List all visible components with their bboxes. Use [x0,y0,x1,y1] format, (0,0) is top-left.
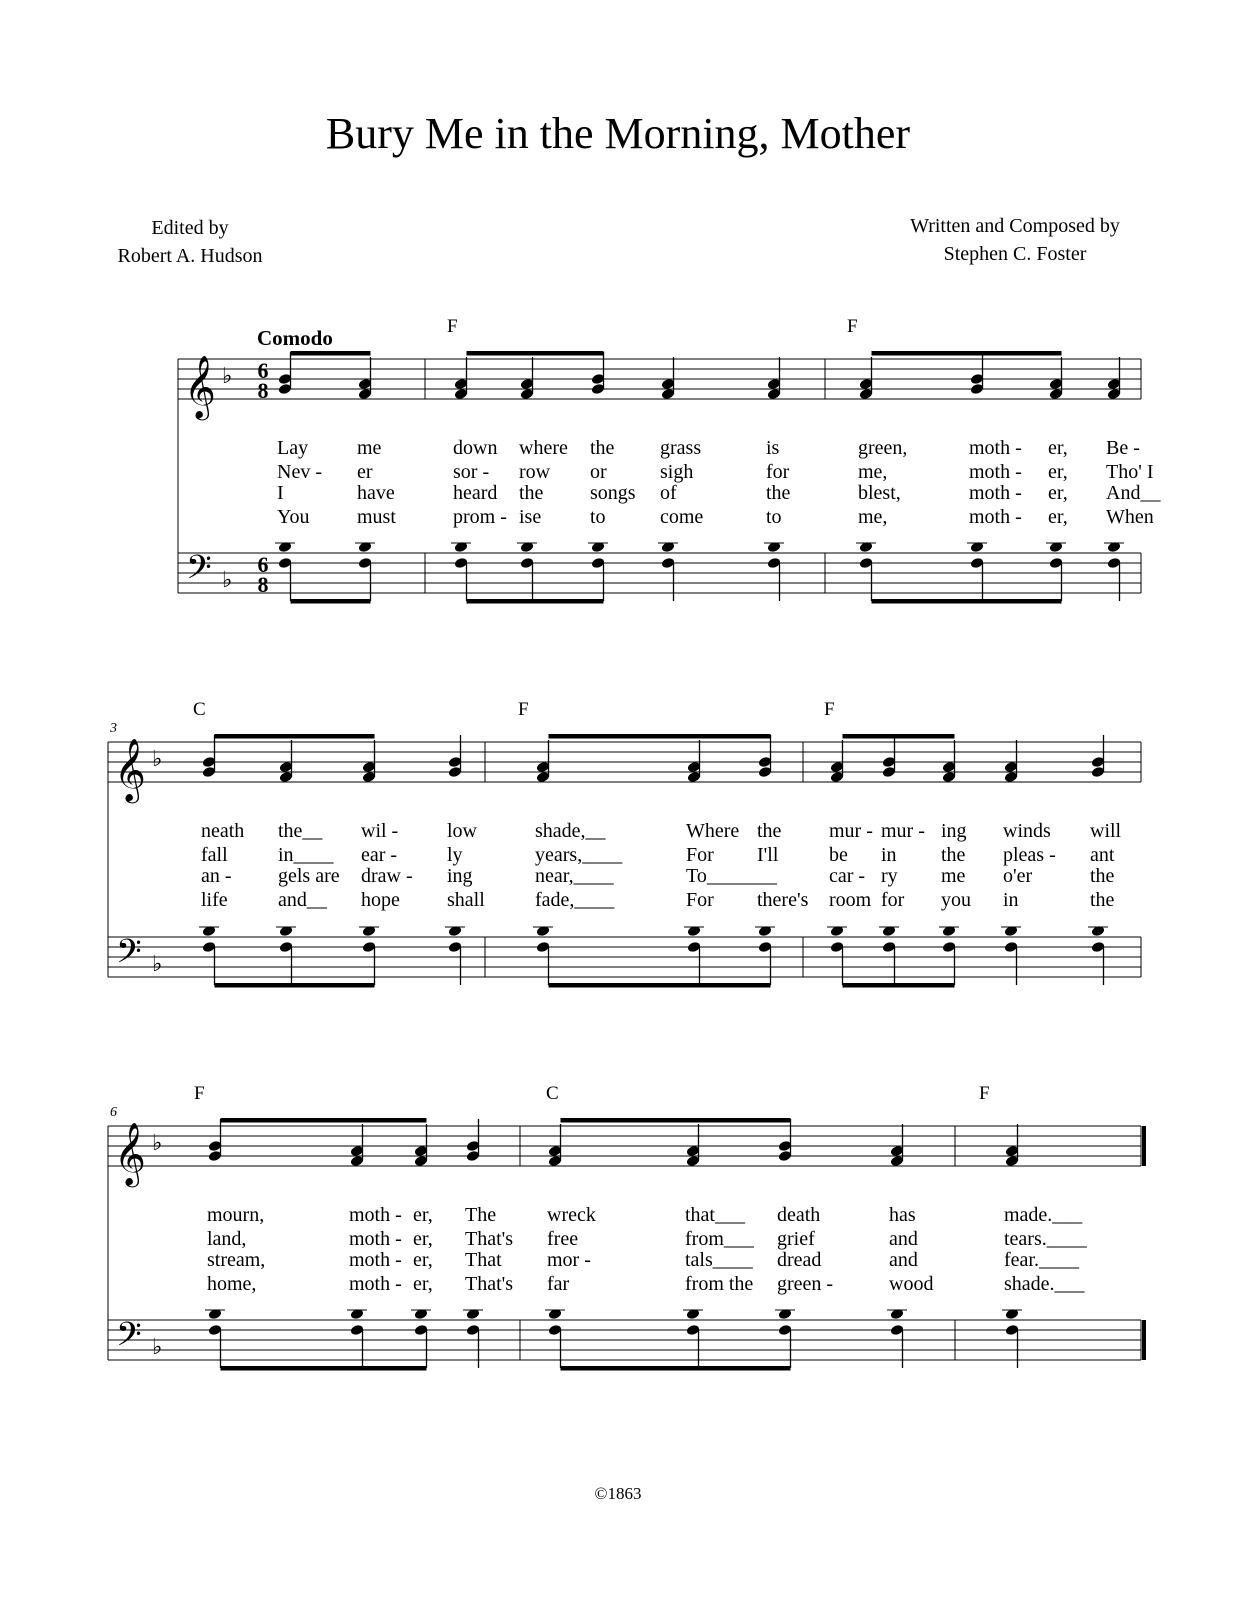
lyric-syllable: wreck [547,1204,596,1226]
copyright-notice: ©1863 [594,1484,642,1503]
bass-clef-icon: 𝄢 [116,1316,142,1361]
lyric-syllable: stream, [207,1249,266,1271]
lyric-syllable: years,____ [535,844,623,866]
lyric-syllable: shade.___ [1004,1273,1085,1295]
lyric-syllable: sor - [453,461,490,483]
lyric-syllable: That's [465,1228,514,1250]
flat-icon: ♭ [222,363,233,388]
lyric-syllable: draw - [361,865,413,887]
lyric-syllable: I'll [757,844,779,866]
lyric-syllable: When [1106,506,1154,528]
measure-number: 6 [110,1105,117,1120]
lyric-syllable: moth - [349,1273,402,1295]
time-signature-bottom: 8 [257,572,269,597]
note-beam [843,983,955,988]
lyric-syllable: Where [686,820,740,842]
lyric-syllable: be [829,844,848,866]
lyric-syllable: I [277,482,284,504]
chord-symbol: F [824,699,835,720]
lyric-syllable: ly [447,844,463,866]
lyric-syllable: and [889,1249,918,1271]
lyric-syllable: have [357,482,395,504]
lyric-syllable: far [547,1273,570,1295]
lyric-syllable: fall [201,844,228,866]
lyric-syllable: low [447,820,477,842]
lyric-syllable: That's [465,1273,514,1295]
bass-clef-icon: 𝄢 [116,933,142,978]
lyric-syllable: the [519,482,544,504]
lyric-syllable: shade,__ [535,820,606,842]
lyric-syllable: in [881,844,897,866]
lyric-syllable: shall [447,889,485,911]
note-beam [872,351,1062,356]
lyric-syllable: mourn, [207,1204,265,1226]
lyric-syllable: car - [829,865,866,887]
flat-icon: ♭ [152,746,163,771]
lyric-syllable: made.___ [1004,1204,1083,1226]
flat-icon: ♭ [152,1334,163,1359]
lyric-syllable: the [1090,889,1115,911]
lyric-syllable: wil - [361,820,399,842]
lyric-syllable: moth - [969,506,1022,528]
lyric-syllable: from the [685,1273,754,1295]
lyric-syllable: room [829,889,872,911]
time-signature-bottom: 8 [257,378,269,403]
lyric-syllable: ry [881,865,898,887]
lyric-syllable: pleas - [1003,844,1056,866]
lyric-syllable: er, [1048,461,1068,483]
note-beam [549,983,771,988]
lyric-syllable: moth - [969,461,1022,483]
lyric-syllable: er, [1048,437,1068,459]
lyric-syllable: for [766,461,790,483]
chord-symbol: F [847,316,858,337]
lyric-syllable: tears.____ [1004,1228,1087,1250]
lyric-syllable: mur - [829,820,873,842]
treble-clef-icon: 𝄞 [114,740,146,800]
lyric-syllable: in____ [278,844,334,866]
note-beam [549,734,771,739]
bass-clef-icon: 𝄢 [186,549,212,594]
measure-number: 3 [110,721,117,736]
lyric-syllable: For [686,889,714,911]
note-beam [872,599,1062,604]
lyric-syllable: has [889,1204,916,1226]
editor-label: Edited by [151,217,229,239]
lyric-syllable: winds [1003,820,1051,842]
tempo-marking: Comodo [257,326,333,350]
treble-clef-icon: 𝄞 [114,1124,146,1184]
composer-name: Stephen C. Foster [943,243,1087,265]
lyric-syllable: ing [447,865,473,887]
page-title: Bury Me in the Morning, Mother [325,109,911,158]
chord-symbol: F [447,316,458,337]
lyric-syllable: hope [361,889,400,911]
lyric-syllable: And__ [1106,482,1161,504]
time-signature-top: 6 [257,358,269,383]
treble-clef-icon: 𝄞 [184,357,216,417]
chord-symbol: F [979,1083,990,1104]
lyric-syllable: will [1090,820,1122,842]
lyric-syllable: me [941,865,966,887]
lyric-syllable: the [757,820,782,842]
lyric-syllable: o'er [1003,865,1033,887]
lyric-syllable: The [465,1204,497,1226]
lyric-syllable: there's [757,889,809,911]
lyric-syllable: moth - [969,437,1022,459]
lyric-syllable: heard [453,482,498,504]
lyric-syllable: me [357,437,382,459]
lyric-syllable: moth - [969,482,1022,504]
lyric-syllable: the [1090,865,1115,887]
lyric-syllable: er, [413,1273,433,1295]
note-beam [561,1366,791,1371]
lyric-syllable: ise [519,506,542,528]
lyric-syllable: land, [207,1228,247,1250]
lyric-syllable: er [357,461,373,483]
lyric-syllable: That [465,1249,502,1271]
lyric-syllable: er, [413,1204,433,1226]
lyric-syllable: To_______ [686,865,777,887]
lyric-syllable: neath [201,820,245,842]
lyric-syllable: me, [858,461,888,483]
note-beam [291,351,371,356]
lyric-syllable: ant [1090,844,1115,866]
lyric-syllable: for [881,889,905,911]
lyric-syllable: tals____ [685,1249,753,1271]
editor-name: Robert A. Hudson [117,245,263,267]
lyric-syllable: death [777,1204,821,1226]
lyric-syllable: ear - [361,844,398,866]
lyric-syllable: down [453,437,498,459]
lyric-syllable: er, [413,1249,433,1271]
lyric-syllable: or [590,461,607,483]
lyric-syllable: from___ [685,1228,754,1250]
time-signature-top: 6 [257,552,269,577]
lyric-syllable: to [590,506,606,528]
chord-symbol: C [193,699,206,720]
note-beam [221,1118,427,1123]
flat-icon: ♭ [152,951,163,976]
lyric-syllable: free [547,1228,579,1250]
lyric-syllable: wood [889,1273,934,1295]
lyric-syllable: You [277,506,310,528]
lyric-syllable: near,____ [535,865,614,887]
lyric-syllable: Lay [277,437,309,459]
lyric-syllable: blest, [858,482,901,504]
lyric-syllable: grief [777,1228,815,1250]
lyric-syllable: prom - [453,506,507,528]
lyric-syllable: er, [1048,482,1068,504]
note-beam [291,599,371,604]
lyric-syllable: gels are [278,865,340,887]
lyric-syllable: is [766,437,780,459]
lyric-syllable: life [201,889,228,911]
note-beam [843,734,955,739]
chord-symbol: F [194,1083,205,1104]
lyric-syllable: row [519,461,551,483]
lyric-syllable: moth - [349,1228,402,1250]
lyric-syllable: moth - [349,1204,402,1226]
lyric-syllable: an - [201,865,232,887]
lyric-syllable: home, [207,1273,257,1295]
lyric-syllable: Tho' I [1106,461,1154,483]
lyric-syllable: the__ [278,820,323,842]
lyric-syllable: fade,____ [535,889,615,911]
lyric-syllable: and [889,1228,918,1250]
lyric-syllable: mur - [881,820,925,842]
lyric-syllable: the [766,482,791,504]
lyric-syllable: dread [777,1249,822,1271]
lyric-syllable: ing [941,820,967,842]
flat-icon: ♭ [222,567,233,592]
lyric-syllable: For [686,844,714,866]
lyric-syllable: must [357,506,396,528]
lyric-syllable: grass [660,437,702,459]
lyric-syllable: that___ [685,1204,745,1226]
lyric-syllable: er, [413,1228,433,1250]
lyric-syllable: er, [1048,506,1068,528]
lyric-syllable: songs [590,482,636,504]
lyric-syllable: come [660,506,704,528]
lyric-syllable: green - [777,1273,834,1295]
lyric-syllable: you [941,889,971,911]
chord-symbol: F [518,699,529,720]
note-beam [467,599,604,604]
note-beam [215,983,375,988]
lyric-syllable: green, [858,437,908,459]
composer-label: Written and Composed by [910,215,1120,237]
note-beam [561,1118,791,1123]
lyric-syllable: Nev - [277,461,322,483]
lyric-syllable: me, [858,506,888,528]
lyric-syllable: where [519,437,568,459]
note-beam [215,734,375,739]
lyric-syllable: of [660,482,677,504]
lyric-syllable: the [941,844,966,866]
lyric-syllable: Be - [1106,437,1140,459]
lyric-syllable: sigh [660,461,694,483]
lyric-syllable: mor - [547,1249,591,1271]
note-beam [221,1366,427,1371]
lyric-syllable: the [590,437,615,459]
note-beam [467,351,604,356]
lyric-syllable: and__ [278,889,327,911]
lyric-syllable: moth - [349,1249,402,1271]
lyric-syllable: in [1003,889,1019,911]
chord-symbol: C [546,1083,559,1104]
lyric-syllable: fear.____ [1004,1249,1079,1271]
lyric-syllable: to [766,506,782,528]
flat-icon: ♭ [152,1130,163,1155]
